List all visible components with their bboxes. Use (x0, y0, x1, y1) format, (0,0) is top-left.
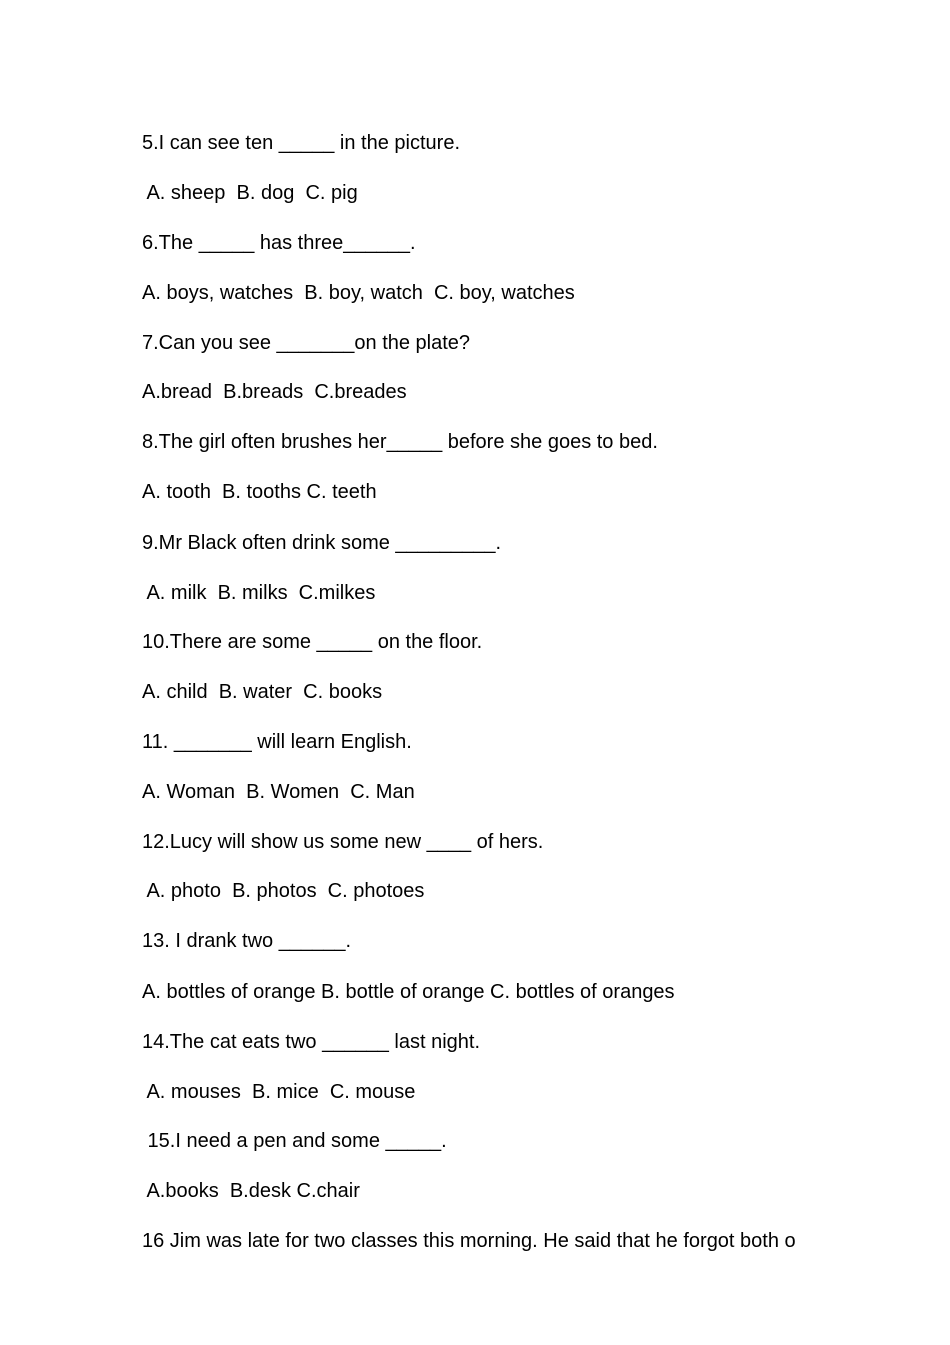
question-7: 7.Can you see _______on the plate? (142, 332, 471, 354)
question-15-options: A.books B.desk C.chair (142, 1180, 360, 1202)
question-10: 10.There are some _____ on the floor. (142, 631, 483, 653)
question-12-options: A. photo B. photos C. photoes (142, 880, 425, 902)
question-12: 12.Lucy will show us some new ____ of hers. (142, 831, 544, 853)
question-14-options: A. mouses B. mice C. mouse (142, 1081, 416, 1103)
question-11-options: A. Woman B. Women C. Man (142, 781, 415, 803)
question-5-options: A. sheep B. dog C. pig (142, 182, 358, 204)
question-6-options: A. boys, watches B. boy, watch C. boy, watches (142, 282, 575, 304)
question-8-options: A. tooth B. tooths C. teeth (142, 481, 377, 503)
question-10-options: A. child B. water C. books (142, 681, 383, 703)
question-5: 5.I can see ten _____ in the picture. (142, 132, 460, 154)
question-7-options: A.bread B.breads C.breades (142, 381, 407, 403)
question-9-options: A. milk B. milks C.milkes (142, 582, 376, 604)
question-13: 13. I drank two ______. (142, 930, 352, 952)
question-14: 14.The cat eats two ______ last night. (142, 1031, 480, 1053)
question-11: 11. _______ will learn English. (142, 731, 412, 753)
question-16: 16 Jim was late for two classes this morning. He said that he forgot both o (142, 1230, 796, 1252)
question-13-options: A. bottles of orange B. bottle of orange C. bottles of oranges (142, 981, 675, 1003)
question-8: 8.The girl often brushes her_____ before she goes to bed. (142, 431, 658, 453)
question-9: 9.Mr Black often drink some _________. (142, 532, 502, 554)
question-6: 6.The _____ has three______. (142, 232, 416, 254)
question-15: 15.I need a pen and some _____. (142, 1130, 447, 1152)
